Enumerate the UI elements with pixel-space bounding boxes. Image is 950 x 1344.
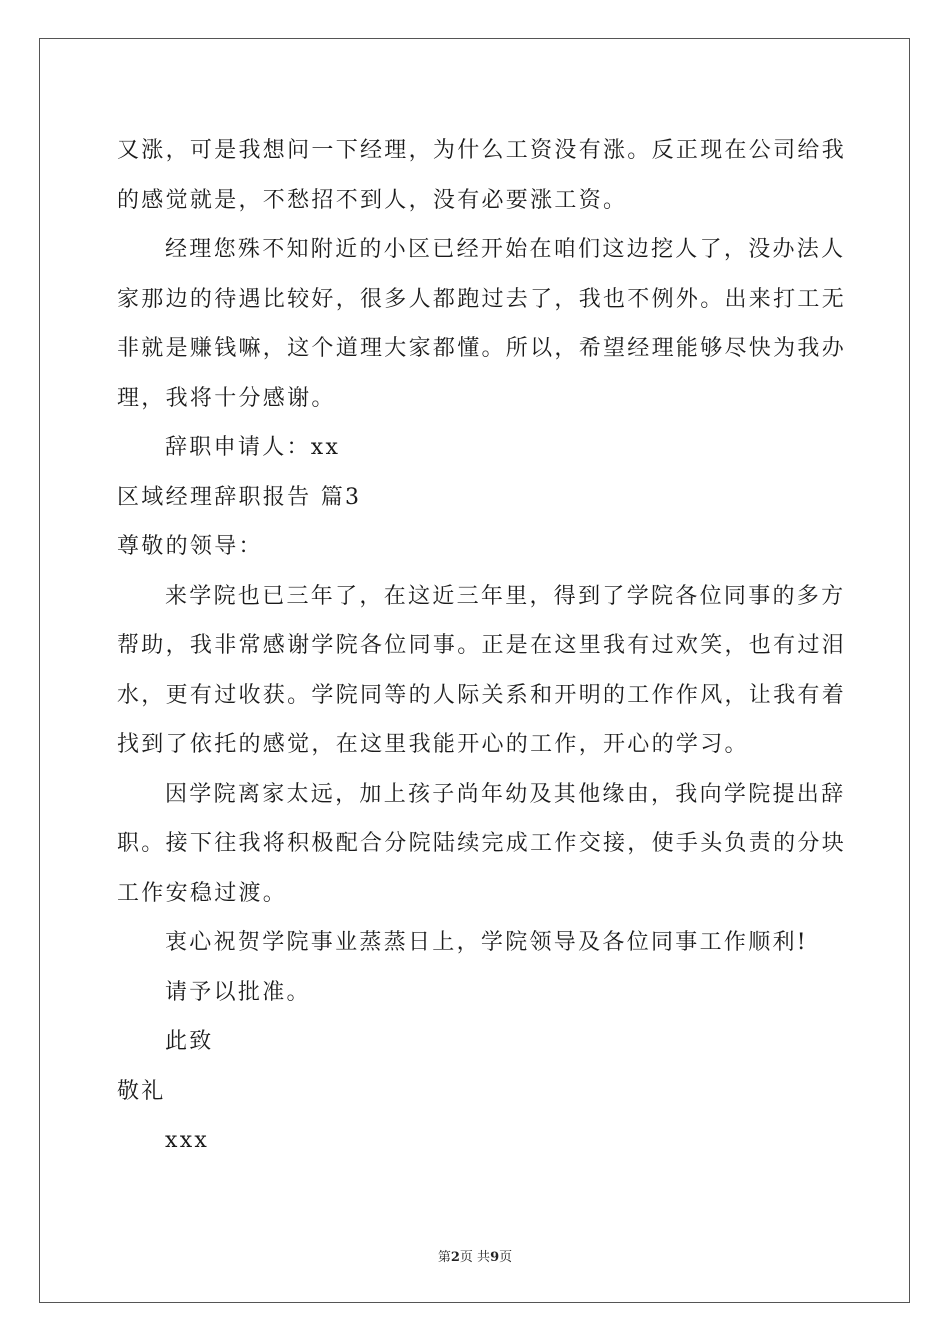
text-line: 请予以批准。 bbox=[165, 979, 311, 1005]
text-line: 水，更有过收获。学院同等的人际关系和开明的工作作风，让我有着 bbox=[117, 682, 847, 708]
text-line: 又涨，可是我想问一下经理，为什么工资没有涨。反正现在公司给我 bbox=[117, 138, 847, 163]
section-heading: 区域经理辞职报告 篇3 bbox=[117, 484, 362, 510]
page-suffix: 页 bbox=[499, 1250, 513, 1265]
current-page: 2 bbox=[450, 1250, 460, 1265]
closing-line: 此致 bbox=[165, 1029, 214, 1054]
total-pages: 9 bbox=[490, 1250, 500, 1265]
text-line: 找到了依托的感觉，在这里我能开心的工作，开心的学习。 bbox=[117, 732, 749, 757]
signature-name: xxx bbox=[165, 1128, 210, 1153]
document-body bbox=[117, 126, 847, 1166]
text-line: 的感觉就是，不愁招不到人，没有必要涨工资。 bbox=[117, 187, 628, 213]
page-prefix: 第 bbox=[437, 1250, 451, 1265]
text-line: 职。接下往我将积极配合分院陆续完成工作交接，使手头负责的分块 bbox=[117, 831, 847, 856]
signature-line: 辞职申请人：xx bbox=[165, 435, 341, 460]
text-line: 来学院也已三年了，在这近三年里，得到了学院各位同事的多方 bbox=[165, 583, 846, 609]
text-line: 工作安稳过渡。 bbox=[117, 880, 288, 906]
text-line: 家那边的待遇比较好，很多人都跑过去了，我也不例外。出来打工无 bbox=[117, 286, 847, 312]
page-mid: 页 共 bbox=[459, 1250, 491, 1265]
page-number-footer bbox=[0, 1246, 950, 1265]
text-line: 衷心祝贺学院事业蒸蒸日上，学院领导及各位同事工作顺利! bbox=[165, 930, 808, 955]
salutation: 尊敬的领导： bbox=[117, 534, 263, 559]
text-line: 因学院离家太远，加上孩子尚年幼及其他缘由，我向学院提出辞 bbox=[165, 781, 846, 807]
closing-line: 敬礼 bbox=[117, 1078, 166, 1104]
text-line: 理，我将十分感谢。 bbox=[117, 385, 336, 411]
text-line: 帮助，我非常感谢学院各位同事。正是在这里我有过欢笑，也有过泪 bbox=[117, 633, 847, 658]
text-line: 经理您殊不知附近的小区已经开始在咱们这边挖人了，没办法人 bbox=[165, 237, 846, 262]
text-line: 非就是赚钱嘛，这个道理大家都懂。所以，希望经理能够尽快为我办 bbox=[117, 336, 847, 361]
